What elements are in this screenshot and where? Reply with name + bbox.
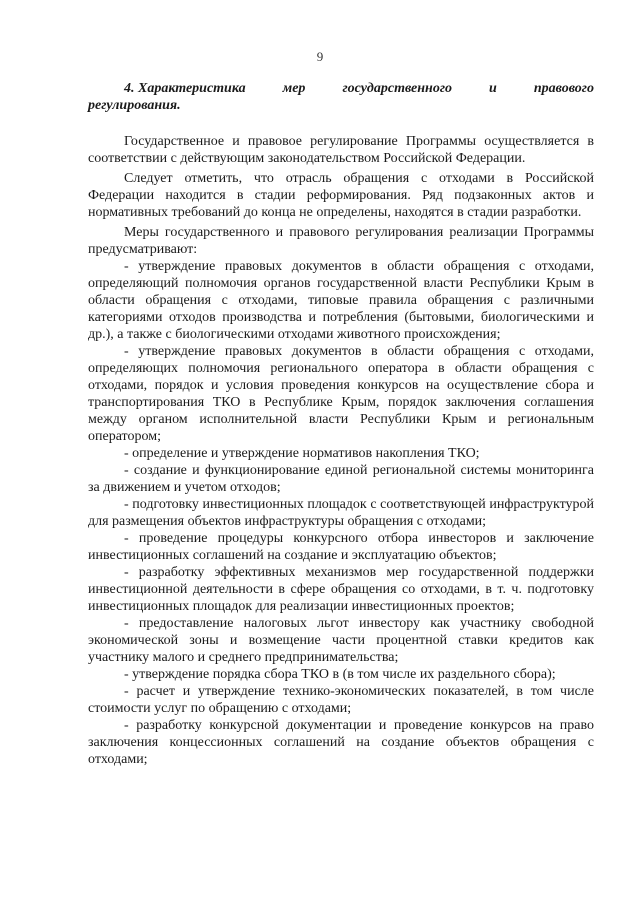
body-paragraph: Государственное и правовое регулирование Программы осуществляется в соответствии с действующим законодательством Российской Федерации. xyxy=(88,134,594,166)
heading-word: правового xyxy=(533,81,594,96)
list-item: - утверждение правовых документов в области обращения с отходами, определяющих полномочия регионального оператора в области обращения с отходами, порядок и условия проведения конкурсов на осуществление сбора и транспортирования ТКО в Республике Крым, порядок заключения соглашения между органом исполнительной власти Республики Крым и региональным оператором; xyxy=(88,344,594,444)
body-paragraph: Следует отметить, что отрасль обращения с отходами в Российской Федерации находится в стадии реформирования. Ряд подзаконных актов и нормативных требований до конца не определены, находятся в стадии разработки. xyxy=(88,171,594,220)
list-item: - разработку конкурсной документации и проведение конкурсов на право заключения концессионных соглашений на создание объектов обращения с отходами; xyxy=(88,718,594,767)
list-item: - подготовку инвестиционных площадок с соответствующей инфраструктурой для размещения объектов инфраструктуры обращения с отходами; xyxy=(88,497,594,529)
section-heading xyxy=(88,80,594,114)
heading-word: мер xyxy=(282,81,306,96)
list-item: - проведение процедуры конкурсного отбора инвесторов и заключение инвестиционных соглашений на создание и эксплуатацию объектов; xyxy=(88,531,594,563)
body-paragraph: Меры государственного и правового регулирования реализации Программы предусматривают: xyxy=(88,225,594,257)
list-item: - утверждение правовых документов в области обращения с отходами, определяющий полномочия органов государственной власти Республики Крым в области обращения с отходами, типовые правила обращения с различными категориями отходов производства и потребления (бытовыми, биологическими и др.), а также с биологическими отходами животного происхождения; xyxy=(88,259,594,342)
list-item: - утверждение порядка сбора ТКО в (в том числе их раздельного сбора); xyxy=(124,667,556,682)
list-item: - расчет и утверждение технико-экономических показателей, в том числе стоимости услуг по обращению с отходами; xyxy=(88,684,594,716)
list-item: - предоставление налоговых льгот инвестору как участнику свободной экономической зоны и возмещение части процентной ставки кредитов как участнику малого и среднего предпринимательства; xyxy=(88,616,594,665)
heading-word: государственного xyxy=(342,81,452,96)
heading-word: 4. Характеристика xyxy=(124,81,246,96)
section-heading-line-1 xyxy=(88,80,594,97)
list-item: - создание и функционирование единой региональной системы мониторинга за движением и учетом отходов; xyxy=(88,463,594,495)
list-item: - разработку эффективных механизмов мер государственной поддержки инвестиционной деятельности в сфере обращения со отходами, в т. ч. подготовку инвестиционных площадок для реализации инвестиционных проектов; xyxy=(88,565,594,614)
section-heading-line-2: регулирования. xyxy=(88,98,181,113)
list-item: - определение и утверждение нормативов накопления ТКО; xyxy=(124,446,480,461)
document-body xyxy=(88,80,594,768)
heading-word: и xyxy=(489,81,497,96)
page-number: 9 xyxy=(316,49,324,64)
